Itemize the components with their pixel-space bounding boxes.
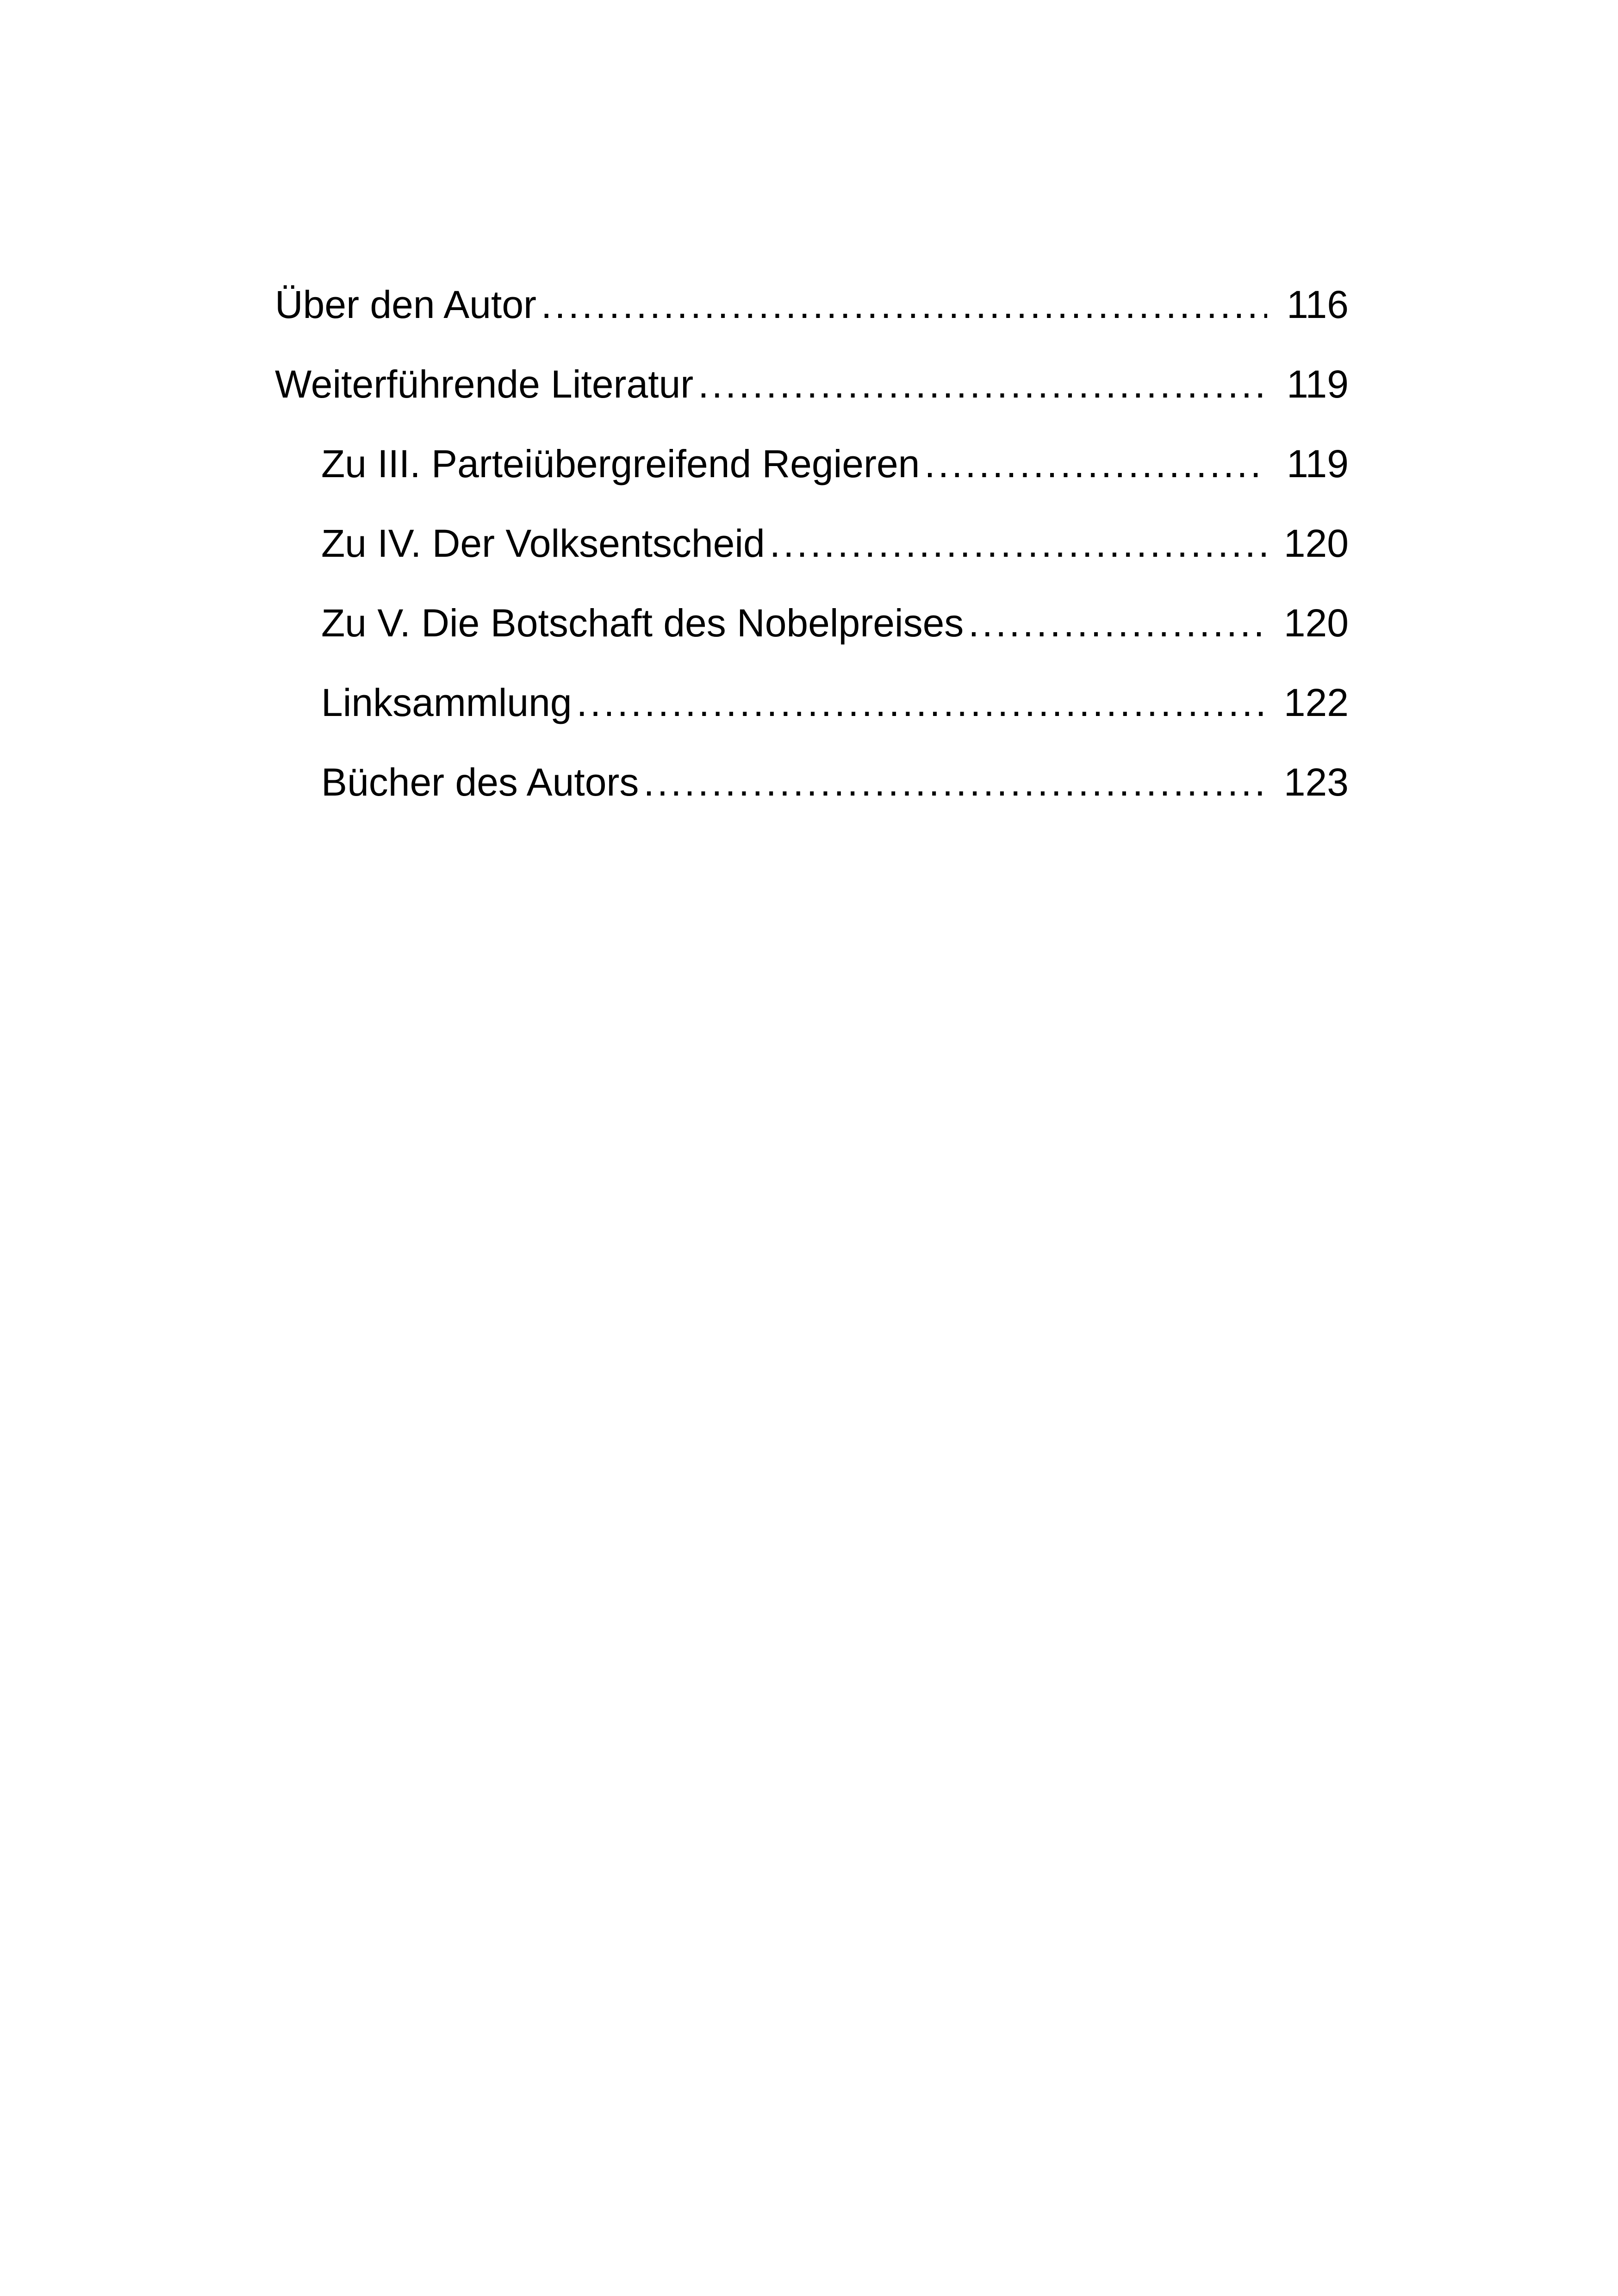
toc-entry-title: Weiterführende Literatur	[275, 362, 694, 406]
toc-entry-title: Linksammlung	[321, 681, 572, 724]
toc-entry-page-number: 122	[1283, 681, 1349, 724]
table-of-contents	[275, 265, 1349, 822]
toc-dot-leader	[924, 424, 1267, 504]
toc-entry-page-number: 119	[1287, 442, 1349, 485]
toc-dot-leader	[698, 344, 1267, 424]
toc-entry-title: Zu III. Parteiübergreifend Regieren	[321, 442, 920, 485]
toc-entry-page-number: 120	[1283, 601, 1349, 645]
toc-entry-page-number: 120	[1283, 522, 1349, 565]
toc-entry-ueber-den-autor[interactable]	[275, 265, 1349, 344]
toc-entry-page-number: 123	[1283, 760, 1349, 804]
toc-entry-zu-iv[interactable]	[275, 504, 1349, 583]
toc-entry-weiterfuehrende-literatur[interactable]	[275, 344, 1349, 424]
toc-dot-leader	[968, 583, 1267, 663]
toc-entry-title: Bücher des Autors	[321, 760, 639, 804]
toc-entry-title: Zu V. Die Botschaft des Nobelpreises	[321, 601, 964, 645]
toc-dot-leader	[541, 265, 1267, 344]
toc-dot-leader	[643, 742, 1267, 822]
toc-entry-page-number: 119	[1287, 362, 1349, 406]
toc-dot-leader	[577, 663, 1267, 742]
toc-entry-buecher-des-autors[interactable]	[275, 742, 1349, 822]
toc-entry-page-number: 116	[1287, 283, 1349, 326]
toc-dot-leader	[770, 504, 1267, 583]
toc-entry-linksammlung[interactable]	[275, 663, 1349, 742]
toc-entry-title: Zu IV. Der Volksentscheid	[321, 522, 765, 565]
toc-entry-zu-v[interactable]	[275, 583, 1349, 663]
toc-entry-zu-iii[interactable]	[275, 424, 1349, 504]
toc-entry-title: Über den Autor	[275, 283, 537, 326]
